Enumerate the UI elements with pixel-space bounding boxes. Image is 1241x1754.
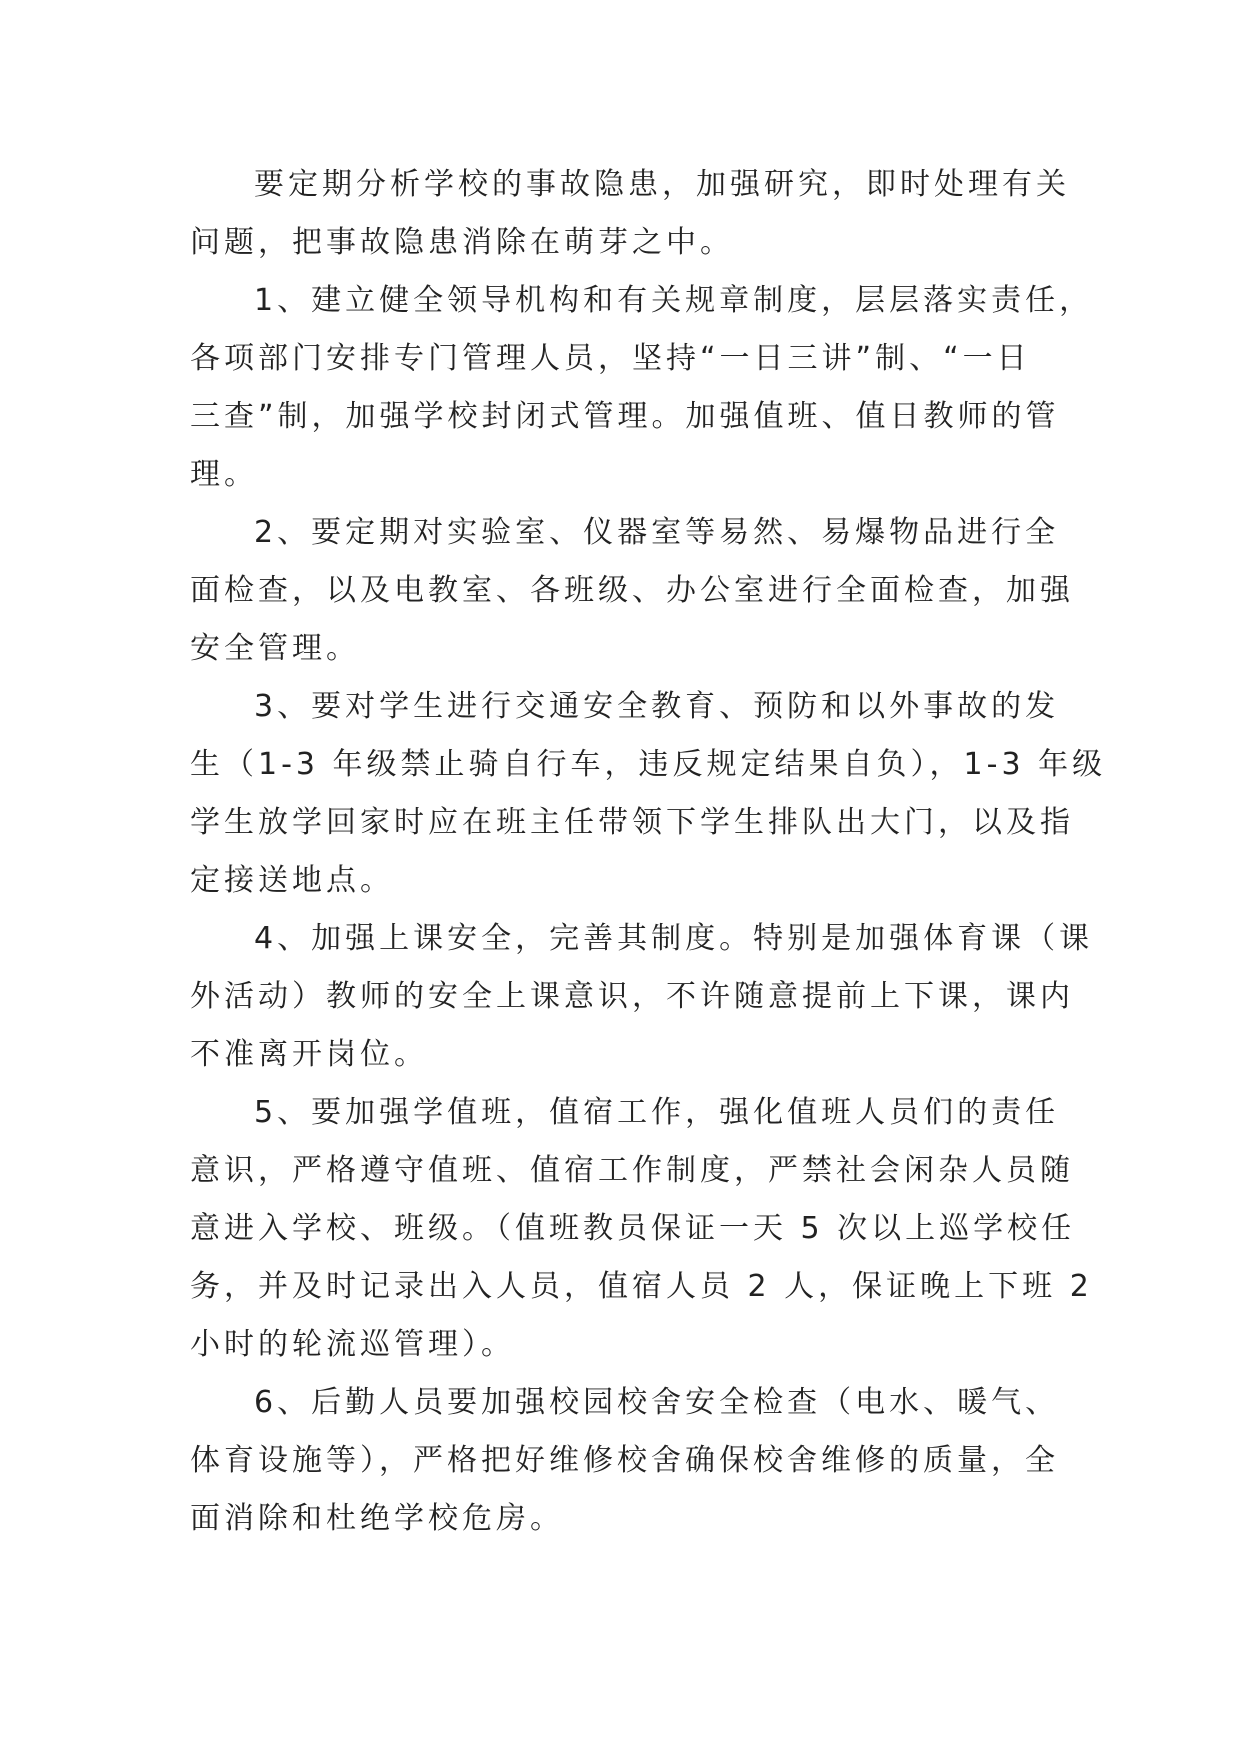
document-body — [190, 156, 1107, 1548]
text-line: 三查”制，加强学校封闭式管理。加强值班、值日教师的管 — [190, 399, 1060, 434]
text-line: 问题，把事故隐患消除在萌芽之中。 — [190, 225, 734, 260]
text-line: 要定期分析学校的事故隐患，加强研究，即时处理有关 — [254, 167, 1070, 202]
text-line: 不准离开岗位。 — [190, 1037, 428, 1072]
text-line: 6、后勤人员要加强校园校舍安全检查（电水、暖气、 — [254, 1385, 1060, 1420]
text-line: 务，并及时记录出入人员，值宿人员 2 人，保证晚上下班 2 — [190, 1269, 1093, 1304]
text-line: 理。 — [190, 457, 258, 492]
text-line: 生（1-3 年级禁止骑自行车，违反规定结果自负），1-3 年级 — [190, 747, 1107, 782]
text-line: 5、要加强学值班，值宿工作，强化值班人员们的责任 — [254, 1095, 1060, 1130]
text-line: 4、加强上课安全，完善其制度。特别是加强体育课（课 — [254, 921, 1094, 956]
text-line: 体育设施等），严格把好维修校舍确保校舍维修的质量，全 — [190, 1443, 1059, 1478]
text-line: 小时的轮流巡管理）。 — [190, 1327, 515, 1362]
text-line: 安全管理。 — [190, 631, 360, 666]
text-line: 1、建立健全领导机构和有关规章制度，层层落实责任， — [254, 283, 1094, 318]
text-line: 2、要定期对实验室、仪器室等易然、易爆物品进行全 — [254, 515, 1060, 550]
text-line: 定接送地点。 — [190, 863, 394, 898]
text-line: 面消除和杜绝学校危房。 — [190, 1501, 564, 1536]
text-line: 意识，严格遵守值班、值宿工作制度，严禁社会闲杂人员随 — [190, 1153, 1074, 1188]
text-line: 学生放学回家时应在班主任带领下学生排队出大门，以及指 — [190, 805, 1074, 840]
text-line: 各项部门安排专门管理人员，坚持“一日三讲”制、“一日 — [190, 341, 1031, 376]
text-line: 外活动）教师的安全上课意识，不许随意提前上下课，课内 — [190, 979, 1074, 1014]
text-line: 面检查，以及电教室、各班级、办公室进行全面检查，加强 — [190, 573, 1074, 608]
text-line: 意进入学校、班级。（值班教员保证一天 5 次以上巡学校任 — [190, 1211, 1076, 1246]
text-line: 3、要对学生进行交通安全教育、预防和以外事故的发 — [254, 689, 1060, 724]
